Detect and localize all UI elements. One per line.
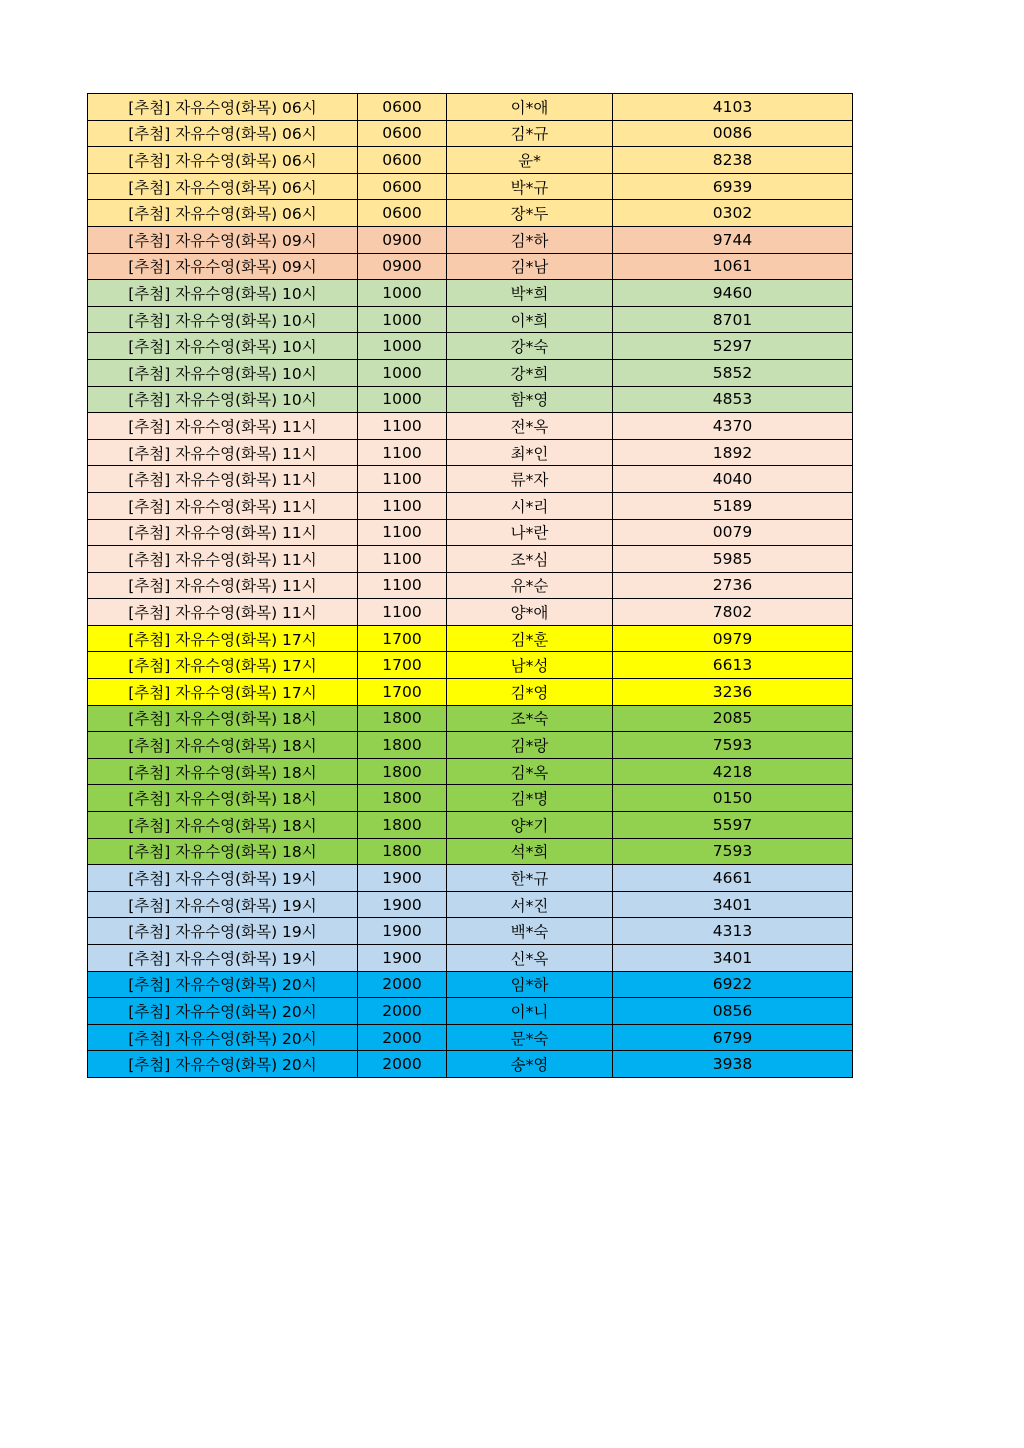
table-row [88,1051,853,1078]
table-body [88,94,853,1078]
member-number-cell: 5297 [613,333,853,360]
time-code-cell: 1100 [358,599,447,626]
table-row [88,891,853,918]
table-row [88,679,853,706]
program-cell: [추첨] 자유수영(화목) 18시 [88,758,358,785]
member-number-cell: 4103 [613,94,853,121]
program-cell: [추첨] 자유수영(화목) 06시 [88,173,358,200]
table-row [88,865,853,892]
program-cell: [추첨] 자유수영(화목) 11시 [88,492,358,519]
time-code-cell: 1800 [358,785,447,812]
time-code-cell: 1000 [358,306,447,333]
member-number-cell: 8701 [613,306,853,333]
time-code-cell: 1900 [358,918,447,945]
program-cell: [추첨] 자유수영(화목) 17시 [88,625,358,652]
table-row [88,492,853,519]
program-cell: [추첨] 자유수영(화목) 19시 [88,945,358,972]
time-code-cell: 1100 [358,439,447,466]
time-code-cell: 1100 [358,492,447,519]
program-cell: [추첨] 자유수영(화목) 06시 [88,120,358,147]
program-cell: [추첨] 자유수영(화목) 06시 [88,147,358,174]
member-number-cell: 5985 [613,546,853,573]
program-cell: [추첨] 자유수영(화목) 06시 [88,200,358,227]
member-number-cell: 4040 [613,466,853,493]
member-name-cell: 이*애 [447,94,613,121]
time-code-cell: 1100 [358,519,447,546]
program-cell: [추첨] 자유수영(화목) 18시 [88,838,358,865]
member-number-cell: 3401 [613,945,853,972]
member-name-cell: 석*희 [447,838,613,865]
member-number-cell: 6922 [613,971,853,998]
program-cell: [추첨] 자유수영(화목) 11시 [88,466,358,493]
member-name-cell: 양*기 [447,812,613,839]
member-name-cell: 백*숙 [447,918,613,945]
program-cell: [추첨] 자유수영(화목) 11시 [88,413,358,440]
member-name-cell: 이*희 [447,306,613,333]
table-row [88,173,853,200]
member-name-cell: 김*하 [447,226,613,253]
member-name-cell: 양*애 [447,599,613,626]
table-row [88,625,853,652]
member-name-cell: 장*두 [447,200,613,227]
member-number-cell: 7802 [613,599,853,626]
member-number-cell: 5852 [613,359,853,386]
table-row [88,998,853,1025]
member-number-cell: 4218 [613,758,853,785]
member-name-cell: 이*니 [447,998,613,1025]
table-row [88,599,853,626]
time-code-cell: 0600 [358,173,447,200]
program-cell: [추첨] 자유수영(화목) 19시 [88,891,358,918]
member-name-cell: 서*진 [447,891,613,918]
time-code-cell: 0900 [358,226,447,253]
member-name-cell: 윤* [447,147,613,174]
time-code-cell: 1800 [358,838,447,865]
member-name-cell: 나*란 [447,519,613,546]
time-code-cell: 1000 [358,386,447,413]
table-row [88,147,853,174]
member-number-cell: 2736 [613,572,853,599]
table-row [88,918,853,945]
member-name-cell: 김*남 [447,253,613,280]
table-row [88,466,853,493]
member-number-cell: 4661 [613,865,853,892]
program-cell: [추첨] 자유수영(화목) 11시 [88,546,358,573]
member-name-cell: 남*성 [447,652,613,679]
table-row [88,519,853,546]
time-code-cell: 1700 [358,652,447,679]
member-number-cell: 0979 [613,625,853,652]
member-number-cell: 1061 [613,253,853,280]
program-cell: [추첨] 자유수영(화목) 19시 [88,918,358,945]
program-cell: [추첨] 자유수영(화목) 10시 [88,359,358,386]
time-code-cell: 1100 [358,466,447,493]
time-code-cell: 1100 [358,572,447,599]
member-number-cell: 0079 [613,519,853,546]
program-cell: [추첨] 자유수영(화목) 19시 [88,865,358,892]
member-name-cell: 함*영 [447,386,613,413]
member-number-cell: 4853 [613,386,853,413]
time-code-cell: 1800 [358,758,447,785]
table-row [88,705,853,732]
member-number-cell: 9744 [613,226,853,253]
program-cell: [추첨] 자유수영(화목) 09시 [88,253,358,280]
member-number-cell: 3938 [613,1051,853,1078]
member-name-cell: 문*숙 [447,1024,613,1051]
table-row [88,812,853,839]
time-code-cell: 1900 [358,891,447,918]
table-row [88,945,853,972]
table-row [88,572,853,599]
member-name-cell: 시*리 [447,492,613,519]
member-name-cell: 임*하 [447,971,613,998]
member-name-cell: 최*인 [447,439,613,466]
member-number-cell: 8238 [613,147,853,174]
time-code-cell: 1900 [358,945,447,972]
time-code-cell: 1800 [358,812,447,839]
member-name-cell: 김*규 [447,120,613,147]
table-row [88,306,853,333]
table-row [88,546,853,573]
time-code-cell: 1900 [358,865,447,892]
member-number-cell: 0302 [613,200,853,227]
member-name-cell: 신*옥 [447,945,613,972]
program-cell: [추첨] 자유수영(화목) 10시 [88,386,358,413]
member-number-cell: 3236 [613,679,853,706]
member-name-cell: 전*옥 [447,413,613,440]
table-row [88,200,853,227]
time-code-cell: 0600 [358,200,447,227]
member-name-cell: 김*랑 [447,732,613,759]
time-code-cell: 1000 [358,280,447,307]
member-name-cell: 김*옥 [447,758,613,785]
member-number-cell: 6939 [613,173,853,200]
program-cell: [추첨] 자유수영(화목) 18시 [88,812,358,839]
member-name-cell: 송*영 [447,1051,613,1078]
member-name-cell: 박*규 [447,173,613,200]
member-number-cell: 5597 [613,812,853,839]
program-cell: [추첨] 자유수영(화목) 20시 [88,1051,358,1078]
program-cell: [추첨] 자유수영(화목) 17시 [88,679,358,706]
program-cell: [추첨] 자유수영(화목) 10시 [88,333,358,360]
program-cell: [추첨] 자유수영(화목) 11시 [88,572,358,599]
member-number-cell: 0150 [613,785,853,812]
member-number-cell: 6799 [613,1024,853,1051]
member-name-cell: 김*명 [447,785,613,812]
time-code-cell: 1000 [358,333,447,360]
program-cell: [추첨] 자유수영(화목) 09시 [88,226,358,253]
program-cell: [추첨] 자유수영(화목) 10시 [88,280,358,307]
member-name-cell: 유*순 [447,572,613,599]
time-code-cell: 1800 [358,732,447,759]
table-row [88,838,853,865]
time-code-cell: 0600 [358,94,447,121]
member-name-cell: 김*훈 [447,625,613,652]
member-number-cell: 3401 [613,891,853,918]
member-name-cell: 강*숙 [447,333,613,360]
member-number-cell: 2085 [613,705,853,732]
table-row [88,333,853,360]
member-name-cell: 조*숙 [447,705,613,732]
table-row [88,439,853,466]
program-cell: [추첨] 자유수영(화목) 10시 [88,306,358,333]
time-code-cell: 2000 [358,998,447,1025]
time-code-cell: 2000 [358,1051,447,1078]
time-code-cell: 1700 [358,625,447,652]
time-code-cell: 1000 [358,359,447,386]
time-code-cell: 1100 [358,413,447,440]
member-name-cell: 박*희 [447,280,613,307]
table-row [88,732,853,759]
table-row [88,758,853,785]
time-code-cell: 0600 [358,147,447,174]
table-row [88,253,853,280]
time-code-cell: 2000 [358,1024,447,1051]
program-cell: [추첨] 자유수영(화목) 20시 [88,971,358,998]
member-number-cell: 6613 [613,652,853,679]
member-number-cell: 1892 [613,439,853,466]
time-code-cell: 1700 [358,679,447,706]
member-number-cell: 0856 [613,998,853,1025]
member-name-cell: 류*자 [447,466,613,493]
program-cell: [추첨] 자유수영(화목) 18시 [88,785,358,812]
program-cell: [추첨] 자유수영(화목) 20시 [88,998,358,1025]
member-number-cell: 7593 [613,732,853,759]
time-code-cell: 2000 [358,971,447,998]
lottery-result-table [87,93,853,1078]
program-cell: [추첨] 자유수영(화목) 11시 [88,439,358,466]
table-row [88,785,853,812]
program-cell: [추첨] 자유수영(화목) 17시 [88,652,358,679]
program-cell: [추첨] 자유수영(화목) 18시 [88,732,358,759]
member-name-cell: 김*영 [447,679,613,706]
program-cell: [추첨] 자유수영(화목) 11시 [88,599,358,626]
table-row [88,652,853,679]
member-number-cell: 7593 [613,838,853,865]
member-name-cell: 강*희 [447,359,613,386]
table-row [88,971,853,998]
table-row [88,413,853,440]
table-row [88,1024,853,1051]
program-cell: [추첨] 자유수영(화목) 11시 [88,519,358,546]
program-cell: [추첨] 자유수영(화목) 06시 [88,94,358,121]
table-row [88,359,853,386]
member-name-cell: 한*규 [447,865,613,892]
member-name-cell: 조*심 [447,546,613,573]
table-row [88,280,853,307]
time-code-cell: 1100 [358,546,447,573]
time-code-cell: 0900 [358,253,447,280]
member-number-cell: 4313 [613,918,853,945]
program-cell: [추첨] 자유수영(화목) 18시 [88,705,358,732]
table-row [88,226,853,253]
member-number-cell: 0086 [613,120,853,147]
table-row [88,94,853,121]
time-code-cell: 0600 [358,120,447,147]
table-row [88,120,853,147]
member-number-cell: 9460 [613,280,853,307]
member-number-cell: 5189 [613,492,853,519]
member-number-cell: 4370 [613,413,853,440]
table-row [88,386,853,413]
program-cell: [추첨] 자유수영(화목) 20시 [88,1024,358,1051]
time-code-cell: 1800 [358,705,447,732]
